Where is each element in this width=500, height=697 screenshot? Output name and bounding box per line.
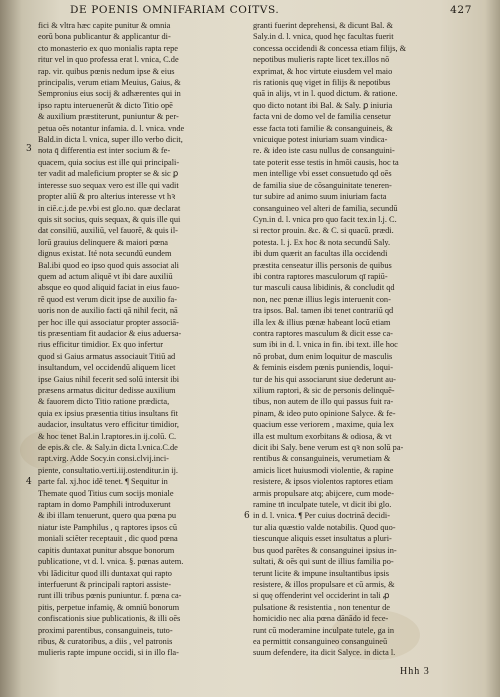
text-line: re. & ideo iste casu nullus de consanguini- [253, 146, 395, 156]
text-line: moniali sciēter receptauit , dic quod pœna [38, 534, 178, 544]
text-line: audacior, insultatus vero efficitur timidior, [38, 420, 179, 430]
text-line: dignus existat. Ité nota secundū eundem [38, 249, 172, 259]
text-line: quis sit socius, quis sequax, & quis ille qui [38, 214, 181, 224]
text-line: de epis.& cle. & Saly.in dicta l.vnica.C.de [38, 443, 178, 453]
text-line: quia ex ipsius præsentia titius insultans fit [38, 408, 178, 418]
text-line: interesse suo sequax vero est ille qui vadit [38, 180, 179, 190]
text-line: ritur vel in quo professa erat l. vnica, C.de [38, 55, 179, 65]
text-line: & feminis eisdem pœnis puniendis, loqui- [253, 363, 393, 373]
text-line: illa est multum exorbitans & odiosa, & vt [253, 431, 392, 441]
text-line: facta vni de domo vel de familia censetur [253, 112, 391, 122]
text-line: in ciē.c.j.de pe.vbi est glo.no. quæ declarat [38, 203, 181, 213]
text-line: tur masculi causa libidinis, & concludit qd [253, 283, 395, 293]
text-line: suum defendere, ita dicit Salyce. in dicta l. [253, 648, 396, 658]
text-line: per hoc ille qui associatur propter associā- [38, 317, 179, 327]
text-line: runt cū moderamine inculpate tutele, ga in [253, 625, 395, 635]
text-line: confiscationis siue publicationis, & illi oēs [38, 614, 181, 624]
text-line: pitis, perpetue infamię, & omniū bonorum [38, 602, 180, 612]
text-line: cto monasterio ex quo monialis rapta repe [38, 43, 178, 53]
margin-number-3: 3 [26, 144, 32, 154]
text-line: mulieris rapte impune occidi, si in illo fla- [38, 648, 179, 658]
text-line: rentibus & consanguineis, verumetiam & [253, 454, 391, 464]
text-line: bus quod parētes & consanguinei ipsius in- [253, 545, 397, 555]
text-line: potesta. l. j. Ex hoc & nota secundū Saly. [253, 237, 391, 247]
text-line: piente, consultatio.verti.iij.ostenditur.in ij. [38, 465, 178, 475]
text-line: pinam, & ideo puto opinione Salyce. & fe- [253, 408, 396, 418]
text-line: si rector prouin. &c. & C. si quacū. prædi. [253, 226, 394, 236]
text-line: non, nec pœnæ illius legis interuenit con- [253, 294, 391, 304]
text-line: de familia siue de cōsanguinitate teneren- [253, 180, 392, 190]
text-line: sum ibi in d. l. vnica in fin. ibi text. ille hoc [253, 340, 398, 350]
text-line: propter aliū & pro alterius interesse vt hꝛ [38, 192, 176, 202]
text-line: ibi dum quærit an facultas illa occidendi [253, 249, 388, 259]
page-number: 427 [450, 4, 472, 16]
text-line: insultandum, vel occidendū aliquem licet [38, 363, 176, 373]
text-line: quacem, quia socius est ille qui principali- [38, 157, 180, 167]
text-line: capitis duntaxat punitur absque bonorum [38, 545, 175, 555]
text-line: resistere, & illos propulsare et cū armis, & [253, 579, 395, 589]
text-line: runt illi tribus pœnis puniuntur. f. pœna ca- [38, 591, 182, 601]
text-line: xilium raptori, & sic de personis delinquē- [253, 386, 395, 395]
text-line: granti fuerint deprehensi, & dicunt Bal. & [253, 21, 393, 30]
text-line: nota q̄ differentia est inter socium & fe- [38, 146, 171, 156]
text-line: quod si Gaius armatus associauit Titiū ad [38, 351, 176, 361]
text-line: concessa occidendi & concessa etiam filijs, & [253, 43, 407, 53]
text-line: ipse Gaius nihil fecerit sed solū intersit ibi [38, 374, 180, 384]
text-line: vbi Iādicitur quod illi duntaxat qui rapto [38, 568, 172, 578]
text-line: petua oēs notantur infamia. d. l. vnica. vnde [38, 123, 185, 133]
text-line: contra raptores masculum & dicit esse ca- [253, 328, 393, 338]
text-line: ribus, & curatoribus, a diis , vel patronis [38, 636, 173, 646]
text-line: ter vadit ad maleficium propter se & sic ꝑ [38, 169, 179, 179]
text-line: lorū grauius delinquere & maiori pœna [38, 237, 168, 247]
text-line: nō probat, dum enim loquitur de masculis [253, 351, 393, 361]
text-line: præsens armatus dicitur dedisse auxilium [38, 386, 176, 395]
text-line: absque eo quod aliquid faciat in eius fauo- [38, 283, 180, 293]
text-line: publicatione, vt d. l. vnica. §. pœnas autem. [38, 557, 184, 567]
text-line: tis præsentiam fit audacior & eius aduersa- [38, 328, 182, 338]
text-line: quem ad actum aliquē vt ibi dare auxiliū [38, 271, 173, 281]
text-line: tur de his qui associarunt siue dederunt au- [253, 374, 396, 384]
text-line: pulsatione & resistentia , non tenentur de [253, 602, 390, 612]
text-line: ramine tn̄ inculpate tutele, vt dicit ibi glo. [253, 500, 392, 510]
right-column [253, 20, 459, 665]
text-line: & ibi illam tenuerunt, quero qua pœna pu [38, 511, 177, 521]
text-line: nepotibus mulieris rapte licet tex.illos nō [253, 55, 390, 65]
running-header-title: DE POENIS OMNIFARIAM COITVS. [70, 4, 280, 16]
text-line: rap. vir. quibus pœnis nedum ipse & eius [38, 66, 175, 76]
text-line: rē quod est verum dicit ipse de auxilio fa- [38, 294, 178, 304]
text-line: exprimat, & hoc virtute eiusdem vel maio [253, 66, 393, 76]
text-line: parte fal. xj.hoc idē tenet. ¶ Sequitur in [38, 477, 168, 487]
text-line: in d. l. vnica. ¶ Per cuius doctrinā decidi- [253, 511, 391, 521]
text-line: eorū bona publicantur & applicantur di- [38, 32, 171, 42]
text-line: Bal.ibi quod eo ipso quod quis associat ali [38, 260, 179, 270]
text-line: quā in alijs, vt in l. quod dictum. & ratione. [253, 89, 398, 99]
text-line: resistere, & ipsos violentos raptores etiam [253, 477, 393, 487]
text-line: esse facta toti familie & consanguineis, & [253, 123, 393, 133]
text-line: ibi contra raptores masculorum qī rapiū- [253, 271, 388, 281]
text-line: proximi parentibus, consanguineis, tuto- [38, 625, 173, 635]
text-line: quo dicto notant ibi Bal. & Saly. ꝑ iniuria [253, 100, 393, 110]
margin-number-6: 6 [244, 511, 250, 521]
text-line: sultati, & oēs qui sunt de illius familia po- [253, 557, 394, 567]
text-line: ipso raptu interuenerūt & dicto Titio opē [38, 100, 173, 110]
text-line: raptam in domo Pamphili introduxerunt [38, 500, 171, 510]
text-line: Bald.in dicta l. vnica, super illo verbo dicit, [38, 135, 183, 145]
text-line: Saly.in d. l. vnica, quod hęc facultas fuerit [253, 32, 394, 42]
text-line: rapt.virg. Adde Socy.in consi.clvij.inci- [38, 454, 169, 464]
text-line: interfuerunt & principali raptori assiste- [38, 579, 171, 589]
text-line: terunt licite & impune insultantibus ipsis [253, 568, 390, 578]
text-line: tur subire ad animo suum iniuriam facta [253, 192, 387, 202]
text-line: tate poterit esse testis in hmōi causis, hoc ta [253, 157, 399, 167]
text-line: dicit ibi Saly. bene verum est qꝛ non solū pa- [253, 443, 404, 453]
text-line: consanguineo vel alteri de familia, secundū [253, 203, 398, 213]
running-header [70, 4, 472, 20]
text-line: ris rationis quę viget in filijs & nepotibus [253, 78, 391, 88]
text-line: quacium esse veriorem , maxime, quia lex [253, 420, 394, 430]
text-line: vnicuique potest iniuriam suam vindica- [253, 135, 388, 145]
text-line: Cyn.in d. l. vnica pro quo facit tex.in l.j. C. [253, 214, 397, 224]
text-line: rius efficitur timidior. Ex quo infertur [38, 340, 163, 350]
text-line: niatur iste Pamphilus , q raptores ipsos cū [38, 522, 178, 532]
text-line: si quę offenderint vel occiderint in tali ꝓ [253, 591, 390, 601]
left-column [38, 20, 244, 665]
margin-number-4: 4 [26, 477, 32, 487]
text-line: præstita censeatur illis personis de quibus [253, 260, 392, 270]
text-line: illa lex & illius pœnæ habeant locū etiam [253, 317, 391, 327]
text-line: tibus, non autem de illo qui passus fuit ra- [253, 397, 394, 407]
text-line: & fauorem dicto Titio ratione prædicta, [38, 397, 170, 407]
signature-mark: Hhh 3 [400, 666, 430, 677]
text-line: ea permittit consanguineo consanguineū [253, 636, 388, 646]
text-line: Themate quod Titius cum socijs moniale [38, 488, 174, 498]
text-line: tra ipsos. Bal. tamen ibi tenet contrariū qd [253, 306, 394, 316]
text-line: amicis licet huiusmodi violentie, & rapine [253, 465, 394, 475]
text-line: dat consiliū, auxiliū, vel fauorē, & quis il- [38, 226, 178, 236]
text-line: tiescunque aliquis esset insultatus a pluri- [253, 534, 392, 544]
text-line: principalis, verum etiam Meuius, Gaius, & [38, 78, 181, 88]
text-line: homicidio nec alia pœna dānādo id fece- [253, 614, 389, 624]
text-line: uoris non de auxilio facti qā nihil fecit, nā [38, 306, 178, 316]
text-line: armis propulsare atq; abijcere, cum mode- [253, 488, 394, 498]
text-line: & hoc tenet Bal.in l.raptores.in ij.colū. C. [38, 431, 177, 441]
text-line: & auxilium præstiterunt, puniuntur & per- [38, 112, 179, 122]
text-line: tur alia quæstio valde notabilis. Quod quo- [253, 522, 396, 532]
text-line: fici & vltra hæc capite punitur & omnia [38, 21, 171, 30]
text-line: Sempronius eius socij & adhærentes qui in [38, 89, 181, 99]
text-line: men intellige vbi esset consuetudo qd oēs [253, 169, 392, 179]
